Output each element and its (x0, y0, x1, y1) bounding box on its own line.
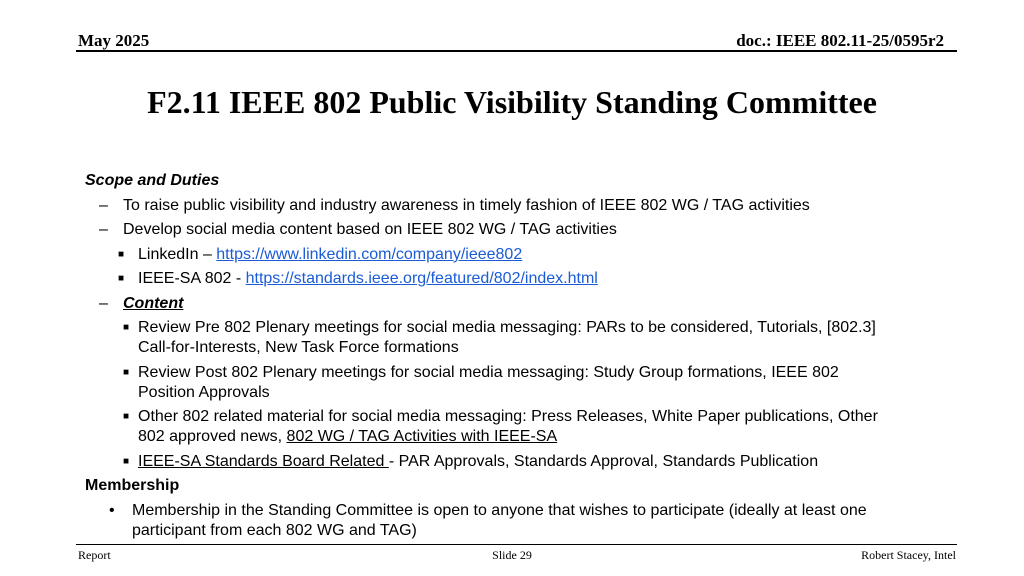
square-bullet: ■ (118, 248, 125, 260)
list-item-text: Membership in the Standing Committee is open to anyone that wishes to participate (ideally at least one (132, 501, 867, 519)
footer-author: Robert Stacey, Intel (861, 548, 956, 562)
header-doc-id: doc.: IEEE 802.11-25/0595r2 (736, 31, 944, 50)
header-date: May 2025 (78, 31, 150, 50)
dot-bullet: • (109, 501, 115, 519)
slide-body (85, 171, 945, 541)
content-heading: Content (123, 294, 184, 312)
footer-left: Report (78, 548, 111, 562)
list-item (85, 245, 945, 265)
list-item (85, 220, 945, 240)
list-item-text: Position Approvals (138, 383, 270, 401)
list-item-text: Review Pre 802 Plenary meetings for social media messaging: PARs to be considered, Tutorials, [802.3] (138, 319, 876, 336)
list-item-continuation (85, 521, 945, 541)
square-bullet: ■ (123, 411, 130, 422)
ieeesa-label: IEEE-SA 802 - (138, 270, 246, 287)
slide-title: F2.11 IEEE 802 Public Visibility Standing Committee (147, 84, 877, 120)
membership-heading: Membership (85, 477, 180, 494)
list-item (85, 294, 945, 314)
list-item (85, 196, 945, 216)
list-item-text: Review Post 802 Plenary meetings for social media messaging: Study Group formations, IEEE 802 (138, 363, 839, 381)
dash-bullet: – (99, 294, 108, 312)
list-item-continuation (85, 427, 945, 447)
list-item-continuation (85, 338, 945, 358)
list-item-continuation (85, 383, 945, 403)
ieeesa-link[interactable]: https://standards.ieee.org/featured/802/index.html (245, 270, 598, 287)
list-item (85, 269, 945, 289)
wg-tag-activities-link[interactable]: 802 WG / TAG Activities with IEEE-SA (286, 428, 558, 445)
list-item-text: Develop social media content based on IEEE 802 WG / TAG activities (123, 221, 617, 238)
list-item-text: - PAR Approvals, Standards Approval, Standards Publication (388, 452, 819, 470)
list-item-text: participant from each 802 WG and TAG) (132, 521, 417, 539)
list-item (85, 363, 945, 383)
list-item-text: Other 802 related material for social media messaging: Press Releases, White Paper publications, Other (138, 408, 878, 425)
list-item (85, 318, 945, 338)
dash-bullet: – (99, 221, 108, 238)
list-item (85, 501, 945, 521)
linkedin-label: LinkedIn – (138, 245, 217, 263)
standards-board-link[interactable]: IEEE-SA Standards Board Related (138, 452, 389, 470)
slide-number: Slide 29 (492, 548, 532, 562)
list-item (85, 407, 945, 427)
linkedin-link[interactable]: https://www.linkedin.com/company/ieee802 (216, 245, 523, 263)
square-bullet: ■ (123, 366, 130, 378)
square-bullet: ■ (123, 322, 130, 333)
list-item (85, 452, 945, 472)
dash-bullet: – (99, 196, 108, 214)
header-rule (76, 50, 957, 52)
square-bullet: ■ (123, 455, 130, 467)
footer-rule (76, 544, 957, 545)
square-bullet: ■ (118, 273, 125, 284)
list-item-text: To raise public visibility and industry awareness in timely fashion of IEEE 802 WG / TAG activities (123, 196, 810, 214)
list-item-text: Call-for-Interests, New Task Force formations (138, 339, 459, 356)
list-item-text: 802 approved news, (138, 428, 287, 445)
scope-heading: Scope and Duties (85, 172, 220, 189)
